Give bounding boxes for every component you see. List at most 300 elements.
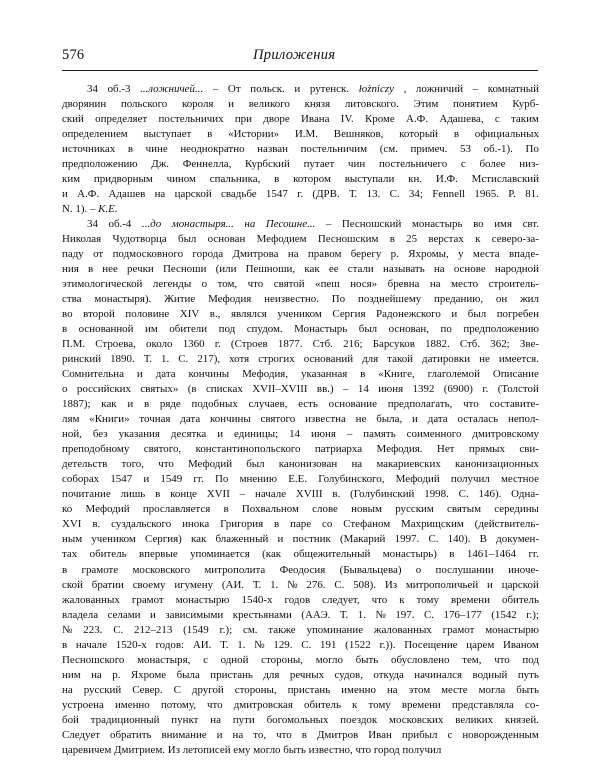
- word: зависимыми: [165, 608, 224, 621]
- word: в: [301, 728, 307, 741]
- word: второй: [83, 308, 115, 321]
- word: см.: [242, 623, 258, 636]
- word: Песноши: [162, 263, 207, 276]
- word: определением: [62, 128, 128, 141]
- word: «Книге,: [378, 368, 415, 381]
- text-line: [62, 337, 539, 352]
- word: в: [449, 548, 455, 561]
- word: послушании: [435, 563, 494, 576]
- word: Посещение: [404, 638, 458, 651]
- word: 276.: [306, 578, 326, 591]
- word: не: [355, 413, 367, 426]
- word: что: [207, 698, 223, 711]
- word: С.: [301, 638, 312, 651]
- word: литовского.: [344, 98, 399, 111]
- word: своему: [132, 578, 166, 591]
- word: правом: [307, 248, 342, 261]
- word: что: [463, 398, 479, 411]
- note-entry: [62, 82, 539, 217]
- word: другой: [191, 683, 224, 696]
- word: также: [268, 623, 296, 636]
- word: времени: [450, 593, 490, 606]
- word: 176–177: [443, 608, 482, 621]
- word: откуда: [373, 668, 404, 681]
- word: июня: [378, 383, 404, 396]
- word: Дж.: [151, 158, 170, 171]
- word: 191: [320, 638, 337, 651]
- page-number: 576: [62, 47, 85, 63]
- word: годов: [284, 593, 311, 606]
- word: Сергия: [332, 308, 366, 321]
- word: основе: [453, 263, 486, 276]
- word: константинопольского: [195, 443, 301, 456]
- word: «Истории»: [228, 128, 280, 141]
- text-line: [62, 608, 539, 623]
- word: г.)).: [379, 638, 396, 651]
- text-line: [62, 728, 539, 743]
- word: крестьянами: [232, 608, 292, 621]
- text-line: [62, 743, 539, 758]
- word: дмитровскому: [472, 428, 539, 441]
- word: 1890.: [110, 353, 135, 366]
- word: неизвестно.: [264, 293, 319, 306]
- word: монастыря).: [94, 293, 152, 306]
- word: –: [239, 488, 246, 501]
- word: польск.: [250, 83, 285, 95]
- word: что: [276, 728, 292, 741]
- word: прямых: [468, 443, 505, 456]
- word: жил: [520, 293, 539, 306]
- running-head: [62, 47, 538, 67]
- word: П.М.: [62, 338, 86, 351]
- word: Голубинского,: [318, 473, 385, 486]
- word: С.: [423, 608, 434, 621]
- word: Песношский: [341, 218, 402, 231]
- text-line: [62, 502, 539, 517]
- word: 1.: [270, 578, 279, 591]
- word: Ивана: [301, 113, 330, 126]
- word: во: [473, 218, 484, 231]
- word: представляла: [451, 698, 514, 711]
- word: получил: [450, 473, 490, 486]
- word: и: [277, 533, 284, 546]
- word: По: [331, 293, 346, 306]
- word: святой: [273, 278, 305, 291]
- word: была: [176, 668, 200, 681]
- word: 13.: [366, 188, 381, 201]
- word: легенды: [152, 278, 192, 291]
- word: могла: [478, 683, 506, 696]
- word: путь: [517, 668, 539, 681]
- word: №: [375, 608, 386, 621]
- word: стали: [347, 263, 374, 276]
- word: соборах: [62, 473, 100, 486]
- word: строгих: [258, 353, 295, 366]
- word: Яхроме: [130, 668, 167, 681]
- text-line: [62, 382, 539, 397]
- word: нее: [102, 263, 118, 276]
- word: ким: [62, 173, 81, 186]
- word: (Толстой: [497, 383, 539, 396]
- text-line: [62, 262, 539, 277]
- word: под: [218, 323, 236, 336]
- word: Махрищским: [401, 518, 464, 531]
- word: кончины: [210, 413, 251, 426]
- word: единицы;: [234, 428, 279, 441]
- word: ным: [62, 533, 83, 546]
- word: богомольных: [266, 713, 329, 726]
- word: польского: [120, 98, 168, 111]
- word: 1882.: [425, 338, 450, 351]
- word: что: [158, 458, 174, 471]
- word: Мефодием: [256, 233, 307, 246]
- word: подмосковного: [112, 248, 184, 261]
- word: (1522: [345, 638, 371, 651]
- word: об.-1).: [483, 143, 513, 156]
- word: 25: [406, 233, 418, 246]
- word: северо-за-: [491, 233, 539, 246]
- word: начале: [254, 488, 287, 501]
- word: обусловлено: [390, 653, 450, 666]
- word: местное: [500, 473, 539, 486]
- word: (6900): [443, 383, 473, 396]
- word: макариевских: [376, 458, 441, 471]
- word: с: [494, 113, 500, 126]
- word: ,: [403, 83, 407, 95]
- word: речных: [289, 668, 325, 681]
- word: на: [287, 248, 299, 261]
- text-line: [62, 472, 539, 487]
- word: чином: [166, 173, 196, 186]
- word: вв.): [316, 383, 334, 396]
- word: в: [274, 518, 280, 531]
- word: начале: [75, 638, 107, 651]
- word: новым: [351, 503, 382, 516]
- word: царской: [501, 578, 539, 591]
- text-line: [62, 367, 539, 382]
- word: память: [363, 428, 396, 441]
- italic-word: монастыря...: [171, 218, 234, 231]
- word: понятием: [453, 98, 498, 111]
- word: 1392: [412, 383, 435, 396]
- word: дворе: [263, 113, 290, 126]
- word: детельств: [62, 458, 108, 471]
- text-line: [62, 593, 539, 608]
- word: 53: [460, 143, 471, 156]
- word: основанной: [78, 323, 134, 336]
- word: указанная: [301, 368, 348, 381]
- word: гг.: [193, 473, 204, 486]
- word: великих: [455, 713, 494, 726]
- word: Пешноши,: [245, 263, 296, 276]
- word: 1887);: [62, 398, 91, 411]
- word: По: [215, 473, 229, 486]
- word: лишь: [120, 488, 146, 501]
- word: «пеш: [315, 278, 340, 291]
- word: ной,: [62, 428, 82, 441]
- word: Чудотворца: [112, 233, 167, 246]
- word: 223.: [83, 623, 103, 636]
- word: Дмитров: [316, 728, 359, 741]
- word: дата: [427, 413, 448, 426]
- word: начинался: [414, 668, 463, 681]
- word: есть: [298, 398, 318, 411]
- word: XVII: [206, 488, 230, 501]
- word: 212–213: [134, 623, 173, 636]
- word: Мефодия.: [376, 443, 423, 456]
- word: о: [201, 278, 208, 291]
- word: к: [399, 593, 405, 606]
- word: иноче-: [508, 563, 539, 576]
- text-line: [62, 487, 539, 502]
- word: пункт: [171, 713, 199, 726]
- word: грамот: [442, 623, 475, 636]
- word: который: [399, 128, 439, 141]
- word: судов,: [334, 668, 363, 681]
- word: мнению: [239, 473, 278, 486]
- word: для: [362, 353, 379, 366]
- word: дмитровская: [233, 698, 293, 711]
- word: IV.: [340, 113, 354, 126]
- word: на: [154, 188, 166, 201]
- word: им: [145, 323, 158, 336]
- word: и: [136, 368, 143, 381]
- word: на: [429, 278, 441, 291]
- word: А.Ф.: [77, 188, 100, 201]
- word: официальных: [474, 128, 539, 141]
- word: 1.: [237, 638, 246, 651]
- word: в.: [332, 488, 341, 501]
- text-line: [62, 532, 539, 547]
- word: основан,: [388, 323, 430, 336]
- word: монастырь: [411, 218, 463, 231]
- word: об.-3: [107, 83, 131, 95]
- word: (см.: [379, 143, 398, 156]
- word: свадьбе: [221, 188, 257, 201]
- word: русский: [83, 683, 122, 696]
- word: г.);: [526, 608, 539, 621]
- word: таким: [510, 113, 539, 126]
- word: инока: [182, 518, 210, 531]
- text-line: [62, 397, 539, 412]
- word: место: [451, 278, 479, 291]
- italic-word: ...до: [141, 218, 162, 231]
- text-line: [62, 427, 539, 442]
- word: А.Ф.: [406, 113, 429, 126]
- word: с: [203, 653, 208, 666]
- italic-run: К.Е.: [98, 203, 118, 216]
- word: ложничий: [415, 83, 464, 95]
- word: ее: [328, 263, 339, 276]
- word: короля: [181, 98, 214, 111]
- word: он: [495, 293, 508, 306]
- word: постельничим: [300, 143, 368, 156]
- word: постельничих: [158, 113, 224, 126]
- word: датировки: [422, 353, 471, 366]
- word: Стб.: [459, 338, 481, 351]
- word: кончины: [188, 368, 230, 381]
- word: паре: [290, 518, 312, 531]
- word: 216;: [343, 338, 363, 351]
- word: 1965.: [474, 188, 499, 201]
- word: грамот: [131, 593, 164, 606]
- word: жалованных: [373, 623, 432, 636]
- word: потому,: [160, 698, 196, 711]
- word: русским: [395, 503, 434, 516]
- word: владела: [62, 608, 99, 621]
- text-line: [62, 623, 539, 638]
- word: №: [254, 638, 265, 651]
- word: московского: [132, 563, 191, 576]
- word: Мстиславский: [471, 173, 539, 186]
- word: С.: [458, 488, 469, 501]
- word: как: [304, 263, 320, 276]
- text-line: [62, 713, 539, 728]
- word: глаголемой: [427, 368, 480, 381]
- word: более: [479, 158, 506, 171]
- italic-word: Песошне...: [265, 218, 316, 231]
- word: царской: [174, 188, 212, 201]
- text-line: [62, 668, 539, 683]
- word: свт.: [522, 218, 539, 231]
- word: ним: [62, 668, 81, 681]
- word: упоминание: [306, 623, 364, 636]
- word: Песношским: [317, 233, 379, 246]
- word: И.Ф.: [435, 173, 458, 186]
- word: Вешняков,: [333, 128, 384, 141]
- word: лям: [62, 413, 80, 426]
- word: чине: [145, 143, 168, 156]
- word: святого,: [143, 443, 182, 456]
- word: источниках: [62, 143, 116, 156]
- word: с: [447, 728, 453, 741]
- word: середины: [494, 503, 539, 516]
- word: в: [155, 488, 161, 501]
- word: И.М.: [294, 128, 318, 141]
- word: монастырю: [485, 623, 539, 636]
- word: обитель: [89, 548, 127, 561]
- word: дворянин: [62, 98, 107, 111]
- word: то,: [253, 728, 267, 741]
- word: С.: [389, 188, 400, 201]
- word: о: [62, 383, 68, 396]
- word: с: [460, 158, 466, 171]
- word: Николая: [62, 233, 102, 246]
- text-line: [62, 112, 539, 127]
- word: 1.: [357, 608, 366, 621]
- word: обратить: [110, 728, 152, 741]
- word: был: [358, 323, 378, 336]
- word: речки: [127, 263, 154, 276]
- word: Описание: [492, 368, 539, 381]
- word: паду: [62, 248, 84, 261]
- word: тому: [416, 593, 439, 606]
- word: выступает: [143, 128, 192, 141]
- word: Т.: [220, 638, 229, 651]
- word: патриарха: [314, 443, 363, 456]
- word: 197.: [395, 608, 415, 621]
- word: точная: [139, 413, 171, 426]
- word: По: [525, 143, 539, 156]
- word: ской: [62, 578, 83, 591]
- word: указания: [118, 428, 160, 441]
- word: в: [207, 128, 213, 141]
- word: общежительный: [293, 548, 371, 561]
- text-line: [62, 292, 539, 307]
- word: Мефодия,: [242, 368, 289, 381]
- running-title: Приложения: [253, 47, 336, 63]
- word: в: [453, 128, 459, 141]
- word: предполагать,: [387, 398, 453, 411]
- italic-word: на: [244, 218, 256, 231]
- word: неоднократно: [180, 143, 245, 156]
- word: спудом.: [246, 323, 283, 336]
- word: и: [294, 83, 301, 95]
- word: докумен-: [496, 533, 539, 546]
- word: Т.: [339, 608, 349, 621]
- text-line: [62, 517, 539, 532]
- text-line: [62, 247, 539, 262]
- word: был: [467, 308, 487, 321]
- word: новорожденным: [462, 728, 539, 741]
- word: Курб-: [512, 98, 539, 111]
- word: XVII–XVIII: [252, 383, 308, 396]
- word: тому: [368, 698, 391, 711]
- word: об.-4: [108, 218, 132, 231]
- word: в: [62, 563, 68, 576]
- word: С.: [334, 578, 345, 591]
- word: около: [146, 338, 173, 351]
- word: Одна-: [511, 488, 539, 501]
- word: Строева,: [95, 338, 136, 351]
- text-line: [62, 442, 539, 457]
- word: 1547: [110, 473, 133, 486]
- word: известна: [305, 413, 346, 426]
- word: московских: [389, 713, 444, 726]
- word: в: [143, 398, 150, 411]
- word: Феннелла,: [182, 158, 232, 171]
- word: Дмитрова: [232, 248, 279, 261]
- text-line: [62, 157, 539, 172]
- word: монастыря,: [137, 653, 191, 666]
- word: места: [472, 248, 500, 261]
- word: 1.: [161, 353, 170, 366]
- word: 1877.: [277, 338, 303, 351]
- text-line: [62, 232, 539, 247]
- word: №: [62, 623, 73, 636]
- text-line: [62, 352, 539, 367]
- word: XIV: [179, 308, 200, 321]
- word: Курбский: [245, 158, 290, 171]
- word: Мефодия: [208, 293, 252, 306]
- word: –: [346, 428, 353, 441]
- word: учеником: [277, 308, 322, 321]
- word: святого: [260, 413, 296, 426]
- word: путает: [303, 158, 335, 171]
- word: С.: [113, 623, 124, 636]
- word: (Голубинский: [350, 488, 415, 501]
- word: на: [386, 683, 398, 696]
- word: (Бывальцева): [339, 563, 402, 576]
- word: основание: [328, 398, 377, 411]
- word: выступали: [344, 173, 395, 186]
- word: месте: [441, 683, 468, 696]
- text-line: [62, 563, 539, 578]
- word: суздальского: [111, 518, 172, 531]
- word: Т.: [348, 188, 358, 201]
- word: от: [93, 248, 104, 261]
- word: дата: [180, 413, 201, 426]
